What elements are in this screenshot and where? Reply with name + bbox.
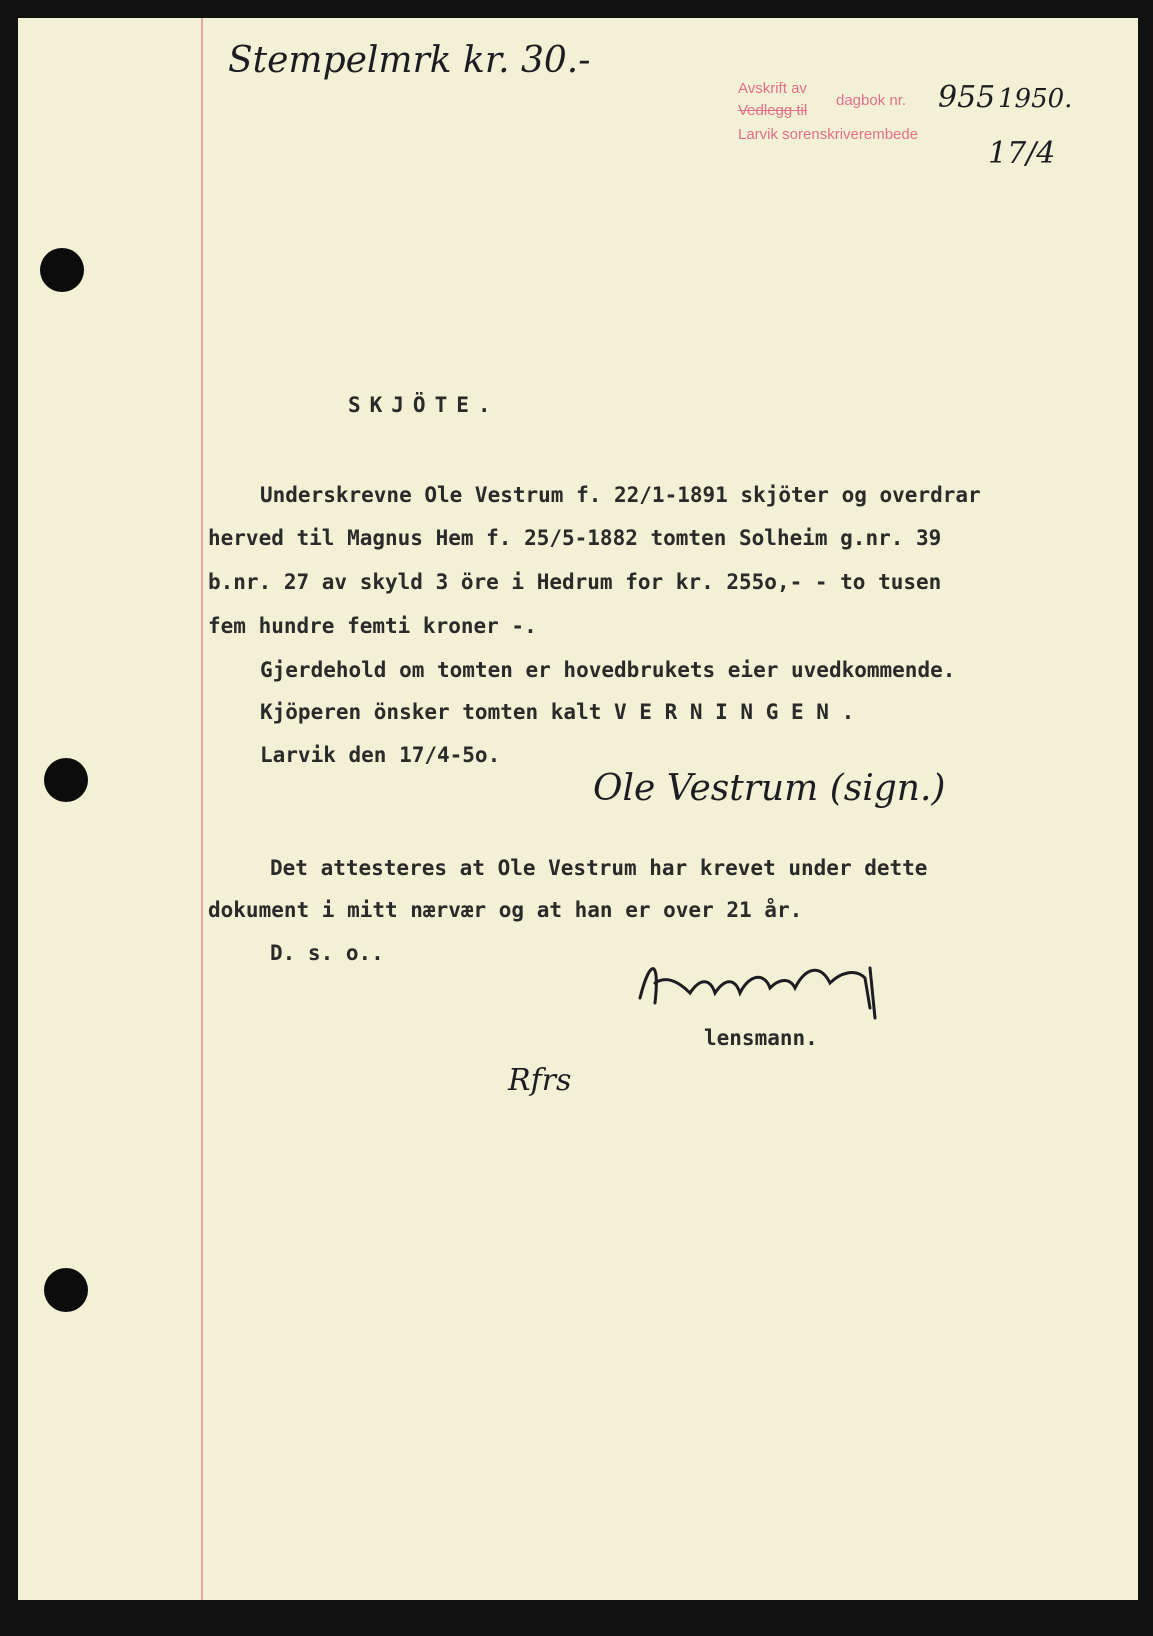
document-title: SKJÖTE. xyxy=(348,393,500,417)
paragraph-line: Larvik den 17/4-5o. xyxy=(260,743,501,767)
document-page xyxy=(18,18,1138,1618)
seller-signature: Ole Vestrum (sign.) xyxy=(593,768,946,809)
punch-hole xyxy=(44,1268,88,1312)
stamp-line-2b: dagbok nr. xyxy=(836,92,907,109)
clerk-initials: Rfrs xyxy=(508,1063,572,1098)
margin-rule xyxy=(201,18,203,1618)
paragraph-line: Kjöperen önsker tomten kalt V E R N I N G E N . xyxy=(260,700,855,724)
stamp-line-2: Vedlegg til xyxy=(738,102,808,119)
paragraph-line: Underskrevne Ole Vestrum f. 22/1-1891 skjöter og overdrar xyxy=(260,483,981,507)
stamp-duty-note: Stempelmrk kr. 30.- xyxy=(228,40,591,81)
attestation-line: D. s. o.. xyxy=(270,941,384,965)
paragraph-line: fem hundre femti kroner -. xyxy=(208,614,537,638)
stamp-line-3: Larvik sorenskriverembede xyxy=(738,126,919,143)
stamp-year: 1950. xyxy=(998,84,1073,114)
dagbok-number: 955 xyxy=(938,80,996,115)
officer-signature xyxy=(630,948,890,1028)
attestation-line: dokument i mitt nærvær og at han er over 21 år. xyxy=(208,898,803,922)
punch-hole xyxy=(44,758,88,802)
scan-border xyxy=(0,1600,1153,1636)
paragraph-line: Gjerdehold om tomten er hovedbrukets eier uvedkommende. xyxy=(260,658,956,682)
paragraph-line: herved til Magnus Hem f. 25/5-1882 tomten Solheim g.nr. 39 xyxy=(208,526,942,550)
stamp-date: 17/4 xyxy=(988,136,1056,171)
punch-hole xyxy=(40,248,84,292)
paragraph-line: b.nr. 27 av skyld 3 öre i Hedrum for kr. 255o,- - to tusen xyxy=(208,570,942,594)
stamp-line-1: Avskrift av xyxy=(738,80,807,97)
attestation-line: Det attesteres at Ole Vestrum har krevet under dette xyxy=(270,856,928,880)
officer-title: lensmann. xyxy=(704,1026,818,1050)
